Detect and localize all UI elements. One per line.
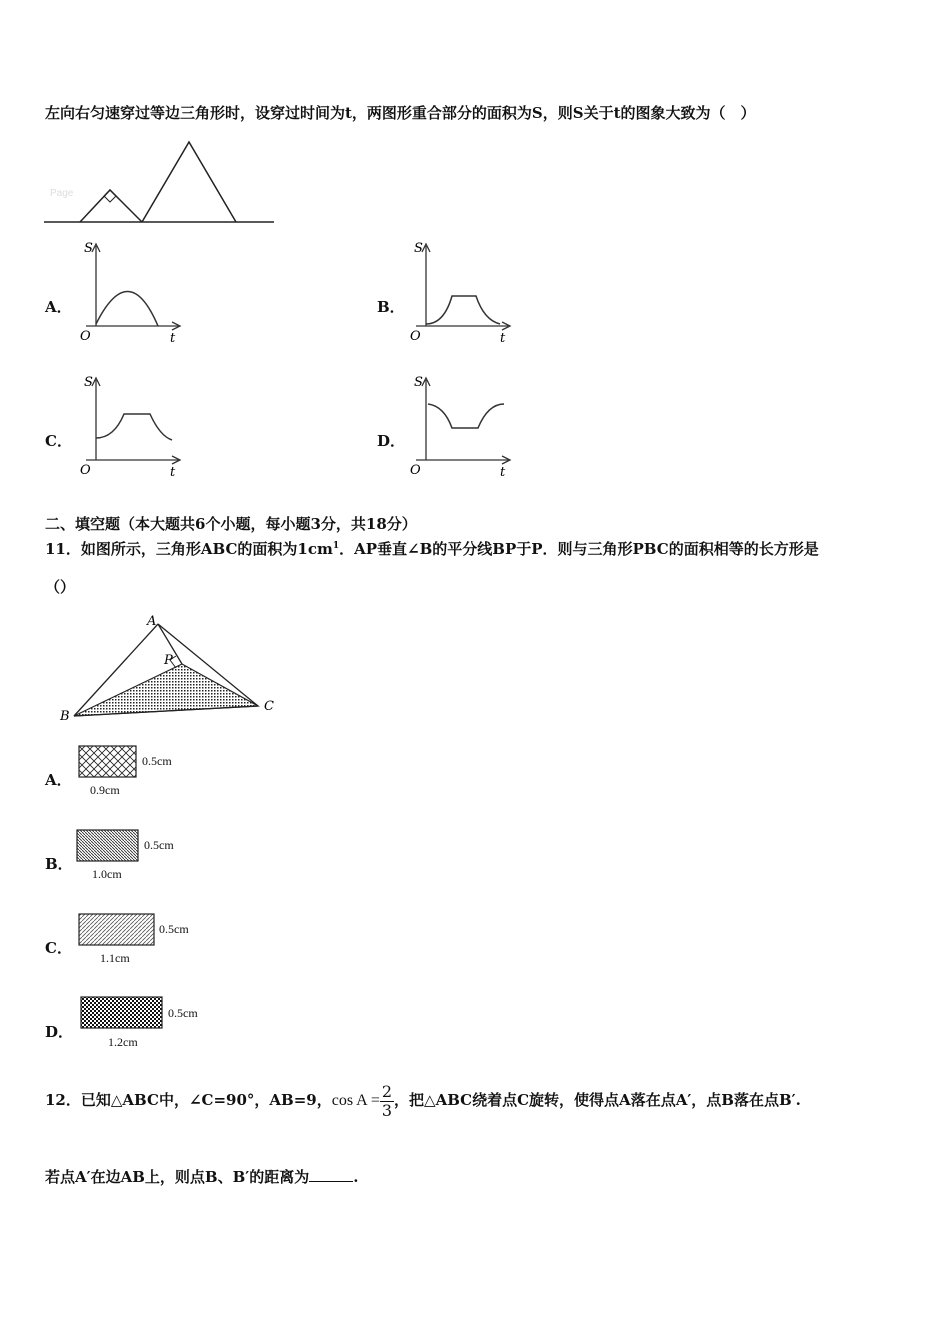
q10-curve-a (96, 291, 158, 326)
svg-text:S: S (84, 375, 93, 390)
q11-d-width: 1.2cm (108, 1035, 138, 1049)
q10-option-b-label: B． (377, 298, 405, 316)
svg-text:O: O (410, 329, 421, 344)
q10-graph-d (404, 374, 516, 480)
q11-rect-d (80, 996, 164, 1030)
q11-c-height: 0.5cm (159, 922, 189, 936)
q11-option-a-label: A． (45, 771, 72, 789)
q10-equilateral-triangle (142, 142, 236, 222)
q10-option-c-label: C． (45, 432, 72, 450)
q11-label-b: B (60, 709, 70, 724)
q11-b-height: 0.5cm (144, 838, 174, 852)
section-heading: 二、填空题（本大题共6个小题，每小题3分，共18分） (45, 515, 417, 533)
q10-option-d-label: D． (377, 432, 406, 450)
q11-label-c: C (264, 699, 274, 714)
svg-text:O: O (80, 329, 91, 344)
q10-curve-c (96, 414, 172, 440)
q12-answer-blank[interactable] (309, 1169, 353, 1182)
q10-option-a-label: A． (45, 298, 72, 316)
q10-small-triangle (80, 190, 142, 222)
q11-c-width: 1.1cm (100, 951, 130, 965)
q10-figure (44, 138, 276, 230)
q10-curve-d (428, 404, 504, 428)
svg-text:t: t (170, 465, 176, 480)
q11-option-d-label: D． (45, 1023, 74, 1041)
svg-text:S: S (414, 241, 423, 256)
q11-label-a: A (147, 614, 157, 629)
svg-text:S: S (414, 375, 423, 390)
q11-option-c-label: C． (45, 939, 72, 957)
q11-a-width: 0.9cm (90, 783, 120, 797)
q11-paren: （） (45, 578, 76, 596)
q11-rect-a (78, 745, 138, 779)
q11-shaded-region (74, 664, 258, 716)
q11-option-b-label: B． (45, 855, 73, 873)
svg-text:t: t (500, 331, 506, 346)
q11-a-height: 0.5cm (142, 754, 172, 768)
q10-watermark: Page (50, 188, 74, 199)
q10-graph-c (74, 374, 186, 480)
q11-d-height: 0.5cm (168, 1006, 198, 1020)
q10-graph-b (404, 240, 516, 346)
q12-fraction: $\frac{2}{3}$ (381, 1081, 393, 1120)
svg-text:t: t (500, 465, 506, 480)
svg-text:O: O (80, 463, 91, 478)
q11-label-p: P (164, 653, 173, 668)
q10-graph-a (74, 240, 186, 346)
q12-line2: 若点A′在边AB上，则点B、B′的距离为 . (45, 1168, 359, 1186)
q10-curve-b (426, 296, 500, 324)
q11-rect-b (76, 829, 140, 863)
q11-b-width: 1.0cm (92, 867, 122, 881)
svg-text:S: S (84, 241, 93, 256)
q12-line1: 12．已知△ABC中，∠C=90°，AB=9，cos A = $\frac{2}{3}$ ，把△ABC绕着点C旋转，使得点A落在点A′，点B落在点B′. (45, 1081, 801, 1120)
svg-text:t: t (170, 331, 176, 346)
q11-rect-c (78, 913, 156, 947)
q11-triangle-figure (58, 612, 288, 724)
q10-stem: 左向右匀速穿过等边三角形时，设穿过时间为t，两图形重合部分的面积为S，则S关于t的图象大致为（ ） (45, 104, 756, 122)
q12-cos-expression: cos A = (331, 1092, 380, 1109)
q10-right-angle-mark (104, 190, 116, 202)
q11-stem: 11．如图所示，三角形ABC的面积为$1cm^1$．AP垂直∠B的平分线BP于P．则与三角形PBC的面积相等的长方形是 (45, 540, 819, 558)
svg-text:O: O (410, 463, 421, 478)
